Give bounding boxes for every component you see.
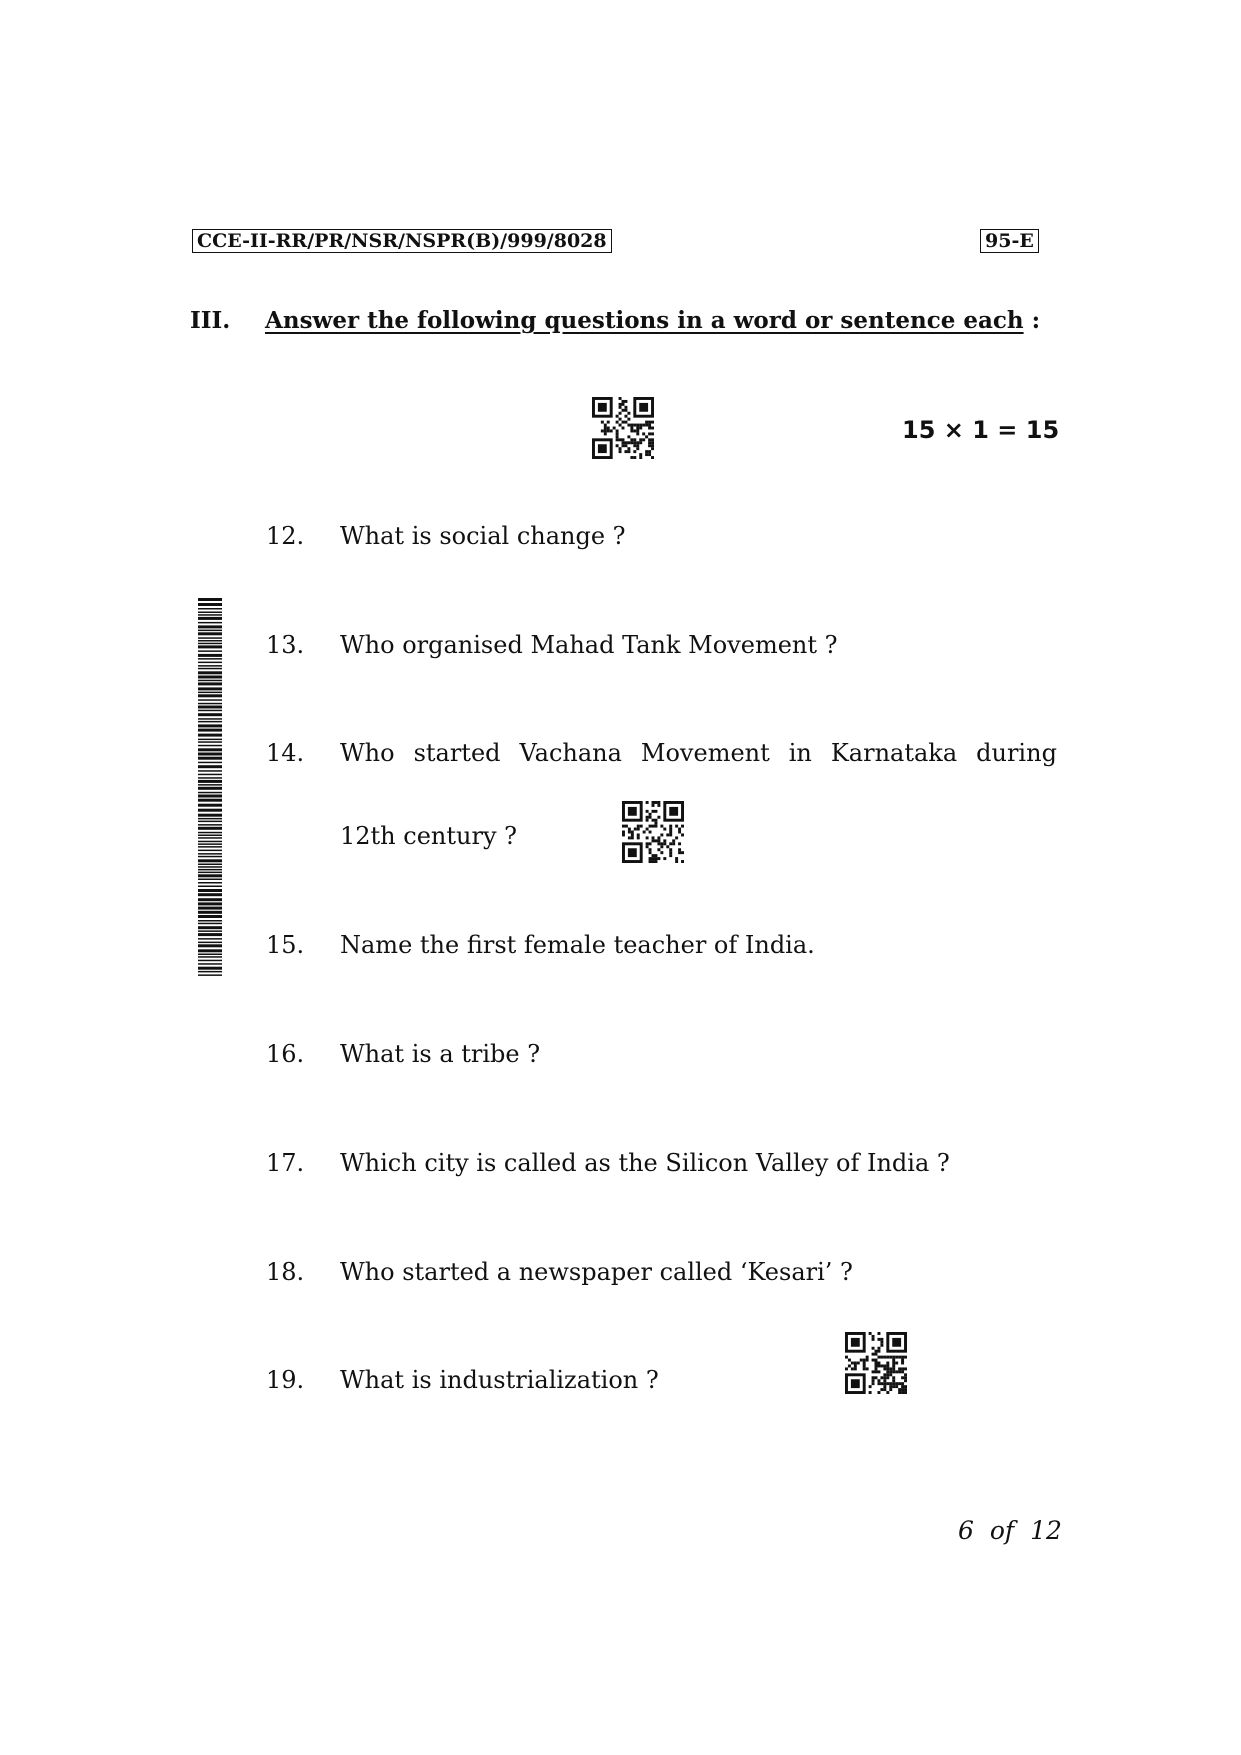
instruction-text: Answer the following questions in a word or sentence each [265,307,1024,334]
qr-code-icon [845,1332,907,1394]
question-number: 19. [266,1366,305,1394]
question-text: Who started a newspaper called ‘Kesari’ ? [340,1258,853,1286]
question-number: 12. [266,522,305,550]
question-text: What is a tribe ? [340,1040,541,1068]
paper-number-box [980,229,1039,253]
marks-allocation: 15 × 1 = 15 [902,416,1060,444]
word: Who [340,739,395,767]
word: during [976,739,1057,767]
question-text: Name the first female teacher of India. [340,931,815,959]
question-text: What is social change ? [340,522,626,550]
section-number: III. [190,307,231,334]
paper-number: 95-E [985,230,1034,252]
paper-code-box [192,229,612,253]
word: in [788,739,812,767]
word: started [413,739,501,767]
question-text: What is industrialization ? [340,1366,659,1394]
paper-code: CCE-II-RR/PR/NSR/NSPR(B)/999/8028 [197,230,607,252]
page-number: 6 of 12 [958,1516,1062,1545]
question-number: 15. [266,931,305,959]
question-text: Which city is called as the Silicon Valley of India ? [340,1149,950,1177]
question-number: 14. [266,739,305,767]
qr-code-icon [592,397,654,459]
word: Karnataka [830,739,958,767]
question-text [340,739,1057,767]
word: Vachana [519,739,622,767]
qr-code-icon [622,801,684,863]
instruction-colon: : [1031,307,1041,334]
word: Movement [640,739,770,767]
question-number: 17. [266,1149,305,1177]
section-instruction [265,307,1040,334]
question-number: 16. [266,1040,305,1068]
question-text: 12th century ? [340,822,517,850]
question-number: 13. [266,631,305,659]
question-number: 18. [266,1258,305,1286]
barcode-icon [198,598,222,978]
question-text: Who organised Mahad Tank Movement ? [340,631,838,659]
